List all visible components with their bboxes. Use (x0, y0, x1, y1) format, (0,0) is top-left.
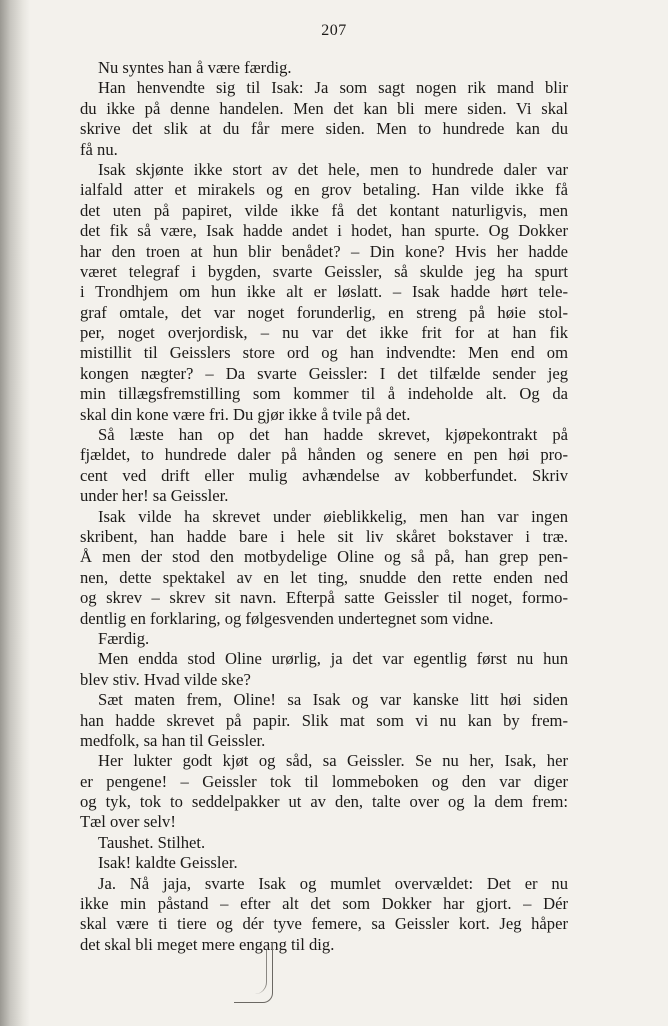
text-line: har den troen at hun blir benådet? – Din kone? Hvis her hadde (80, 241, 568, 261)
text-line: min tillægsfremstilling som kommer til å indeholde alt. Og da (80, 384, 568, 404)
text-line: du ikke på denne handelen. Men det kan bli mere siden. Vi skal (80, 98, 568, 118)
page-number: 207 (321, 22, 347, 39)
text-line: nen, dette spektakel av en let ting, snudde den rette enden ned (80, 567, 568, 587)
text-line: skrive det slik at du får mere siden. Men to hundrede kan du (80, 119, 568, 139)
text-line: han hadde skrevet på papir. Slik mat som vi nu kan by frem- (80, 710, 568, 730)
text-line: Ja. Nå jaja, svarte Isak og mumlet overvældet: Det er nu (98, 873, 568, 893)
text-line: medfolk, sa han til Geissler. (80, 730, 266, 750)
text-line: Sæt maten frem, Oline! sa Isak og var kanske litt høi siden (98, 690, 568, 710)
text-line: under her! sa Geissler. (80, 486, 229, 506)
text-line: Tæl over selv! (80, 812, 176, 832)
text-line: kongen nægter? – Da svarte Geissler: I det tilfælde sender jeg (80, 363, 568, 383)
text-line: graf omtale, det var noget forunderlig, en streng på høie stol- (80, 302, 568, 322)
text-line: og skrev – skrev sit navn. Efterpå satte Geissler til noget, formo- (80, 588, 568, 608)
text-line: Men endda stod Oline urørlig, ja det var egentlig først nu hun (98, 649, 568, 669)
text-line: Nu syntes han å være færdig. (98, 58, 292, 77)
text-line: er pengene! – Geissler tok til lommeboken og den var diger (80, 771, 568, 791)
text-line: Å men der stod den motbydelige Oline og så på, han grep pen- (80, 547, 568, 567)
pencil-mark-inner (226, 950, 267, 994)
text-line: Isak! kaldte Geissler. (98, 853, 238, 873)
text-line: Isak vilde ha skrevet under øieblikkelig, men han var ingen (98, 506, 568, 526)
text-line: det fik så være, Isak hadde andet i hodet, han spurte. Og Dokker (80, 221, 568, 241)
text-line: skal din kone være fri. Du gjør ikke å tvile på det. (80, 404, 411, 424)
text-line: dentlig en forklaring, og følgesvenden undertegnet som vidne. (80, 608, 494, 628)
text-line: fjældet, to hundrede daler på hånden og senere en pen høi pro- (80, 445, 568, 465)
text-line: Han henvendte sig til Isak: Ja som sagt nogen rik mand blir (98, 78, 568, 98)
text-line: Taushet. Stilhet. (98, 832, 206, 852)
body-text (80, 58, 568, 955)
text-line: få nu. (80, 139, 118, 159)
text-line: ialfald atter et mirakels og en grov betaling. Han vilde ikke få (80, 180, 568, 200)
text-line: det skal bli meget mere engang til dig. (80, 934, 335, 954)
text-line: cent ved drift eller mulig avhændelse av kobberfundet. Skriv (80, 465, 568, 485)
text-line: per, noget overjordisk, – nu var det ikke frit for at han fik (80, 323, 568, 343)
text-line: ikke min påstand – efter alt det som Dokker har gjort. – Dér (80, 894, 568, 914)
text-line: Så læste han op det han hadde skrevet, kjøpekontrakt på (98, 425, 568, 445)
text-line: skribent, han hadde bare i hele sit liv skåret bokstaver i træ. (80, 526, 568, 546)
text-line: blev stiv. Hvad vilde ske? (80, 669, 251, 689)
text-line: og tyk, tok to seddelpakker ut av den, talte over og la dem frem: (80, 792, 568, 812)
text-line: været telegraf i bygden, svarte Geissler, så skulde jeg ha spurt (80, 261, 568, 281)
text-line: Færdig. (98, 628, 150, 648)
text-line: det uten på papiret, vilde ikke få det kontant naturligvis, men (80, 200, 568, 220)
text-line: Isak skjønte ikke stort av det hele, men to hundrede daler var (98, 159, 568, 179)
text-line: Her lukter godt kjøt og såd, sa Geissler. Se nu her, Isak, her (98, 751, 568, 771)
text-line: mistillit til Geisslers store ord og han indvendte: Men end om (80, 343, 568, 363)
text-line: skal være ti tiere og dér tyve femere, sa Geissler kort. Jeg håper (80, 914, 568, 934)
text-line: i Trondhjem om hun ikke alt er løslatt. – Isak hadde hørt tele- (80, 282, 568, 302)
